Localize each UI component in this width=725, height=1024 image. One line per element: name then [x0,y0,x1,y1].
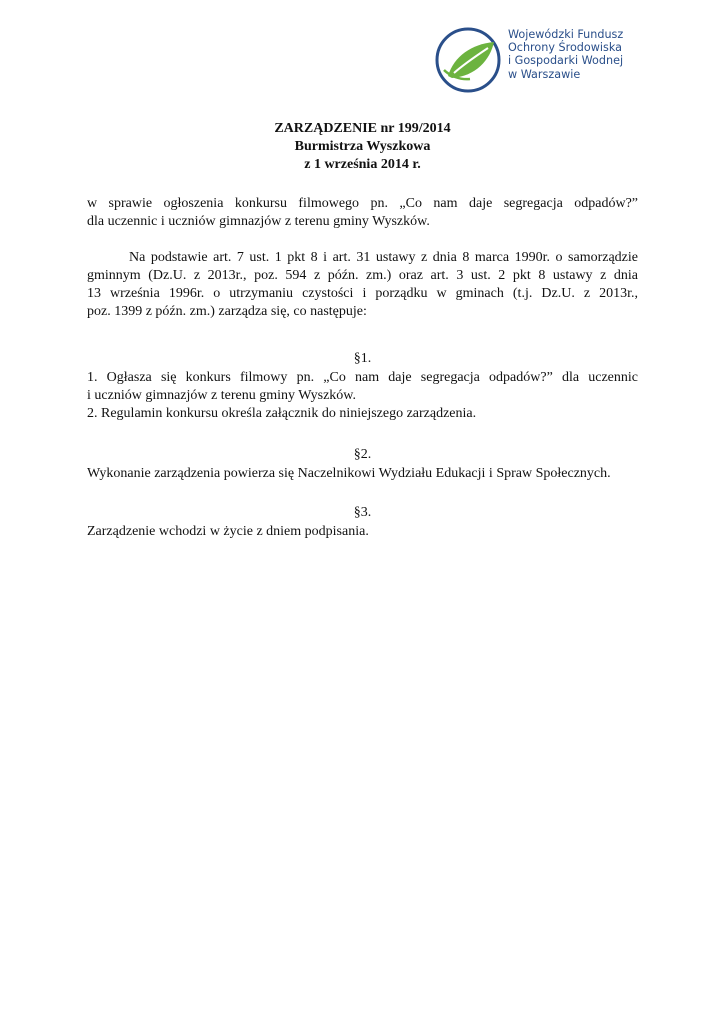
subject-line: w sprawie ogłoszenia konkursu filmowego pn. „Co nam daje segregacja odpadów?” [87,196,638,211]
basis-line: poz. 1399 z późn. zm.) zarządza się, co następuje: [87,304,367,319]
section-line: 2. Regulamin konkursu określa załącznik do niniejszego zarządzenia. [87,406,477,421]
section-line: i uczniów gimnazjów z terenu gminy Wyszków. [87,388,356,403]
logo-line: w Warszawie [508,67,581,81]
logo-text [508,28,623,81]
document-heading [0,120,725,174]
legal-basis-paragraph [87,249,638,321]
wfosigw-logo [434,26,634,96]
section-line: Zarządzenie wchodzi w życie z dniem podpisania. [87,524,369,539]
basis-line: gminnym (Dz.U. z 2013r., poz. 594 z późn. zm.) oraz art. 3 ust. 2 pkt 8 ustawy z dnia [87,268,638,283]
subject-paragraph [87,195,638,231]
logo-line: i Gospodarki Wodnej [508,54,624,68]
logo-line: Ochrony Środowiska [508,41,622,55]
section-2-mark: §2. [353,447,372,462]
logo-line: Wojewódzki Fundusz [508,28,624,41]
section-3-body [87,523,638,541]
document-issuer: Burmistrza Wyszkowa [294,139,431,154]
section-line: Wykonanie zarządzenia powierza się Naczelnikowi Wydziału Edukacji i Spraw Społecznych. [87,466,611,481]
document-date: z 1 września 2014 r. [304,157,421,172]
section-2-body [87,465,638,483]
section-line: 1. Ogłasza się konkurs filmowy pn. „Co nam daje segregacja odpadów?” dla uczennic [87,370,638,385]
document-title: ZARZĄDZENIE nr 199/2014 [274,121,451,136]
basis-line: Na podstawie art. 7 ust. 1 pkt 8 i art. 31 ustawy z dnia 8 marca 1990r. o samorządzie [129,250,638,265]
leaf-logo-icon [434,26,502,94]
section-1-body [87,369,638,423]
basis-line: 13 września 1996r. o utrzymaniu czystości i porządku w gminach (t.j. Dz.U. z 2013r., [87,286,638,301]
section-3-mark: §3. [353,505,372,520]
subject-line: dla uczennic i uczniów gimnazjów z terenu gminy Wyszków. [87,214,430,229]
section-1-mark: §1. [353,351,372,366]
